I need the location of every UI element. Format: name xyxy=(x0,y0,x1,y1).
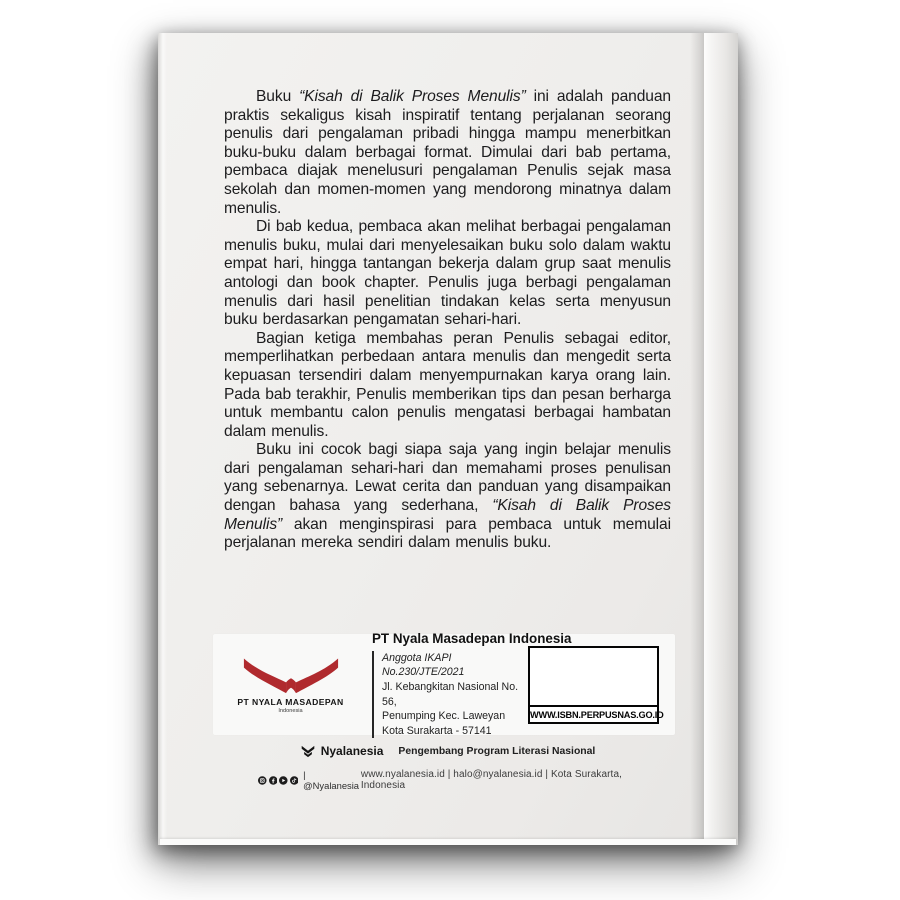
synopsis-paragraph: Buku “Kisah di Balik Proses Menulis” ini adalah panduan praktis sekaligus kisah inspiratif tentang perjalanan seorang penulis dari pengalaman pribadi hingga mampu menerbitkan buku-buku dalam berbagai format. Dimulai dari bab pertama, pembaca diajak menelusuri pengalaman Penulis sejak masa sekolah dan momen-momen yang mendorong minatnya dalam menulis. xyxy=(224,88,672,217)
publisher-logo xyxy=(213,656,368,714)
publisher-logo-subtext: Indonesia xyxy=(278,707,303,714)
publisher-logo-wordmark: PT NYALA MASADEPAN xyxy=(237,696,344,707)
brand-tagline: Pengembang Program Literasi Nasional xyxy=(398,745,596,757)
play-icon xyxy=(279,776,288,785)
social-links xyxy=(258,769,361,791)
publisher-info xyxy=(372,630,572,739)
isbn-barcode-area xyxy=(530,648,657,705)
publisher-address-line: Jl. Kebangkitan Nasional No. 56, xyxy=(382,680,519,708)
tiktok-icon xyxy=(290,776,299,785)
footer-social-row xyxy=(258,769,626,791)
facebook-icon xyxy=(269,776,278,785)
synopsis-paragraph: Di bab kedua, pembaca akan melihat berbagai pengalaman menulis buku, mulai dari menyelesaikan buku solo dalam waktu empat hari, hingga tantangan bekerja dalam grup saat menulis antologi dan book chapter. Penulis juga berbagi pengalaman menulis dari hasil penelitian tindakan kelas serta menyusun buku berdasarkan pengamatan sehari-hari. xyxy=(224,218,671,329)
spine-crease xyxy=(690,33,704,845)
isbn-url-label: WWW.ISBN.PERPUSNAS.GO.ID xyxy=(530,705,657,722)
open-book-logo-icon xyxy=(241,656,341,694)
social-handle: | @Nyalanesia xyxy=(303,769,360,791)
page-edge-bottom xyxy=(160,839,736,845)
publisher-membership: Anggota IKAPI No.230/JTE/2021 xyxy=(382,651,465,679)
footer-brand-row xyxy=(158,744,738,758)
contact-line: www.nyalanesia.id | halo@nyalanesia.id | Kota Surakarta, Indonesia xyxy=(360,769,622,791)
publisher-address-line: Kota Surakarta - 57141 xyxy=(382,724,492,737)
spine-edge xyxy=(704,33,738,845)
synopsis-text-block xyxy=(224,88,671,553)
page-edge-left xyxy=(158,33,167,845)
isbn-barcode-box xyxy=(528,646,664,724)
synopsis-paragraph: Buku ini cocok bagi siapa saja yang ingin belajar menulis dari pengalaman sehari-hari dan memahami proses penulisan yang sebenarnya. Lewat cerita dan panduan yang disampaikan dengan bahasa yang sederhana, “Kisah di Balik Proses Menulis” akan menginspirasi para pembaca untuk memulai perjalanan mereka sendiri dalam menulis buku. xyxy=(224,441,672,552)
instagram-icon xyxy=(258,776,267,785)
publisher-card xyxy=(213,630,675,737)
brand-name: Nyalanesia xyxy=(320,744,384,758)
nyalanesia-logo-icon xyxy=(301,745,315,758)
book-back-cover xyxy=(158,33,738,845)
publisher-address xyxy=(372,651,532,739)
publisher-address-line: Penumping Kec. Laweyan xyxy=(382,710,506,723)
publisher-name: PT Nyala Masadepan Indonesia xyxy=(372,630,572,646)
synopsis-paragraph: Bagian ketiga membahas peran Penulis sebagai editor, memperlihatkan perbedaan antara menulis dan mengedit serta kepuasan tersendiri dalam menyempurnakan karya orang lain. Pada bab terakhir, Penulis memberikan tips dan pesan berharga untuk membantu calon penulis mengatasi berbagai hambatan dalam menulis. xyxy=(224,329,671,440)
